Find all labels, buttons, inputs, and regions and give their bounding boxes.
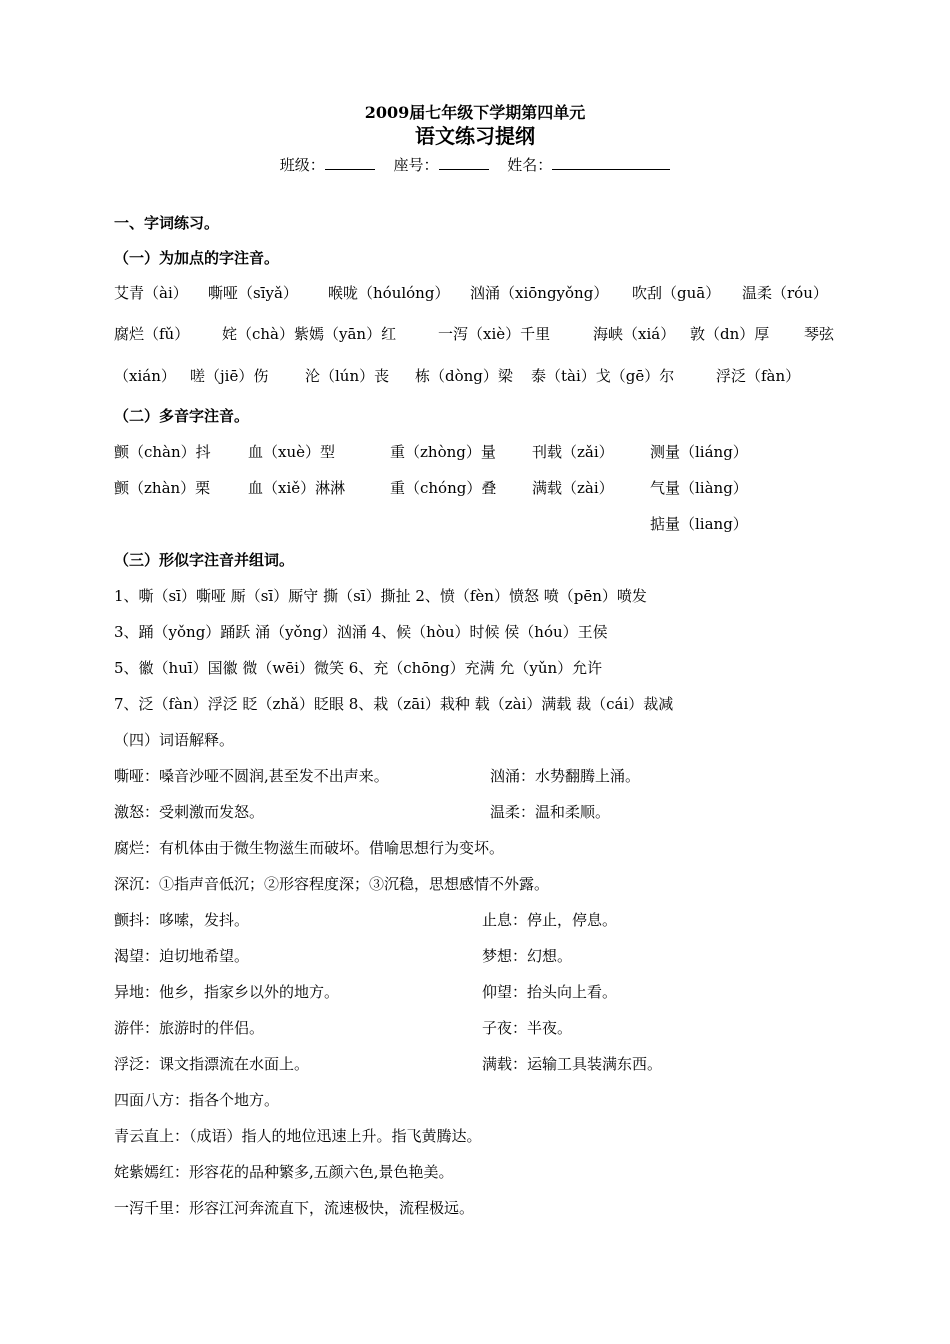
doc-title-line2: 语文练习提纲 <box>415 124 535 148</box>
pinyin-item: 海峡（xiá） <box>593 325 676 343</box>
pinyin-item: 敦（dn）厚 <box>690 325 770 343</box>
definition: 梦想：幻想。 <box>482 947 573 965</box>
pinyin-item: 喉咙（hóulóng） <box>328 284 450 302</box>
pinyin-item: 艾青（ài） <box>114 284 188 302</box>
pinyin-item: 琴弦 <box>804 325 835 343</box>
definition: 游伴：旅游时的伴侣。 <box>114 1019 265 1037</box>
doc-title-line1: 2009届七年级下学期第四单元 <box>364 103 586 122</box>
definition: 渴望：迫切地希望。 <box>114 947 250 965</box>
pinyin-item: 温柔（róu） <box>742 284 828 302</box>
polyphone-item: 掂量（liang） <box>650 515 748 533</box>
subsection-heading: （四）词语解释。 <box>114 731 235 749</box>
polyphone-item: 重（chóng）叠 <box>390 479 497 497</box>
polyphone-item: 重（zhòng）量 <box>390 443 496 461</box>
definition: 一泻千里：形容江河奔流直下，流速极快，流程极远。 <box>114 1199 475 1217</box>
definition: 浮泛：课文指漂流在水面上。 <box>114 1055 310 1073</box>
definition: 腐烂：有机体由于微生物滋生而破坏。借喻思想行为变坏。 <box>114 839 505 857</box>
name-label: 姓名： <box>507 156 553 174</box>
student-info-row <box>0 153 950 175</box>
definition: 异地：他乡，指家乡以外的地方。 <box>114 983 340 1001</box>
definition: 青云直上：（成语）指人的地位迅速上升。指飞黄腾达。 <box>114 1127 482 1145</box>
definition: 汹涌：水势翻腾上涌。 <box>490 767 641 785</box>
definition: 满载：运输工具装满东西。 <box>482 1055 663 1073</box>
shape-char-row: 5、徽（huī）国徽 微（wēi）微笑 6、充（chōng）充满 允（yǔn）允许 <box>114 659 603 677</box>
definition: 温柔：温和柔顺。 <box>490 803 611 821</box>
subsection-heading: （二）多音字注音。 <box>114 407 250 425</box>
pinyin-item: 嘶哑（sīyǎ） <box>208 284 298 302</box>
polyphone-item: 血（xuè）型 <box>248 443 335 461</box>
polyphone-item: 气量（liàng） <box>650 479 748 497</box>
class-blank[interactable] <box>325 153 375 170</box>
pinyin-item: 一泻（xiè）千里 <box>438 325 551 343</box>
definition: 仰望：抬头向上看。 <box>482 983 618 1001</box>
definition: 四面八方：指各个地方。 <box>114 1091 280 1109</box>
pinyin-item: （xián） <box>114 367 176 385</box>
pinyin-item: 嗟（jiē）伤 <box>190 367 269 385</box>
shape-char-row: 3、踊（yǒng）踊跃 涌（yǒng）汹涌 4、候（hòu）时候 侯（hóu）王侯 <box>114 623 608 641</box>
definition: 激怒：受刺激而发怒。 <box>114 803 265 821</box>
subsection-heading: （一）为加点的字注音。 <box>114 249 280 267</box>
definition: 止息：停止，停息。 <box>482 911 618 929</box>
definition: 深沉：①指声音低沉；②形容程度深；③沉稳，思想感情不外露。 <box>114 875 550 893</box>
pinyin-item: 栋（dòng）梁 <box>415 367 513 385</box>
pinyin-item: 汹涌（xiōngyǒng） <box>470 284 609 302</box>
polyphone-item: 满载（zài） <box>532 479 614 497</box>
definition: 颤抖：哆嗦，发抖。 <box>114 911 250 929</box>
pinyin-item: 浮泛（fàn） <box>716 367 801 385</box>
polyphone-item: 颤（zhàn）栗 <box>114 479 211 497</box>
definition: 子夜：半夜。 <box>482 1019 573 1037</box>
pinyin-item: 泰（tài）戈（gē）尔 <box>531 367 675 385</box>
definition: 嘶哑：嗓音沙哑不圆润,甚至发不出声来。 <box>114 767 389 785</box>
class-label: 班级： <box>279 156 325 174</box>
seat-blank[interactable] <box>439 153 489 170</box>
seat-label: 座号： <box>393 156 439 174</box>
section-heading: 一、字词练习。 <box>114 214 220 232</box>
pinyin-item: 吹刮（guā） <box>632 284 721 302</box>
shape-char-row: 7、泛（fàn）浮泛 眨（zhǎ）眨眼 8、栽（zāi）栽种 载（zài）满载 裁（cái）裁减 <box>114 695 674 713</box>
pinyin-item: 沦（lún）丧 <box>305 367 390 385</box>
pinyin-item: 姹（chà）紫嫣（yān）红 <box>222 325 397 343</box>
polyphone-item: 刊载（zǎi） <box>532 443 614 461</box>
name-blank[interactable] <box>552 153 670 170</box>
polyphone-item: 测量（liáng） <box>650 443 748 461</box>
polyphone-item: 颤（chàn）抖 <box>114 443 211 461</box>
pinyin-item: 腐烂（fǔ） <box>114 325 190 343</box>
definition: 姹紫嫣红：形容花的品种繁多,五颜六色,景色艳美。 <box>114 1163 454 1181</box>
subsection-heading: （三）形似字注音并组词。 <box>114 551 295 569</box>
shape-char-row: 1、嘶（sī）嘶哑 厮（sī）厮守 撕（sī）撕扯 2、愤（fèn）愤怒 喷（pēn）喷发 <box>114 587 647 605</box>
polyphone-item: 血（xiě）淋淋 <box>248 479 346 497</box>
